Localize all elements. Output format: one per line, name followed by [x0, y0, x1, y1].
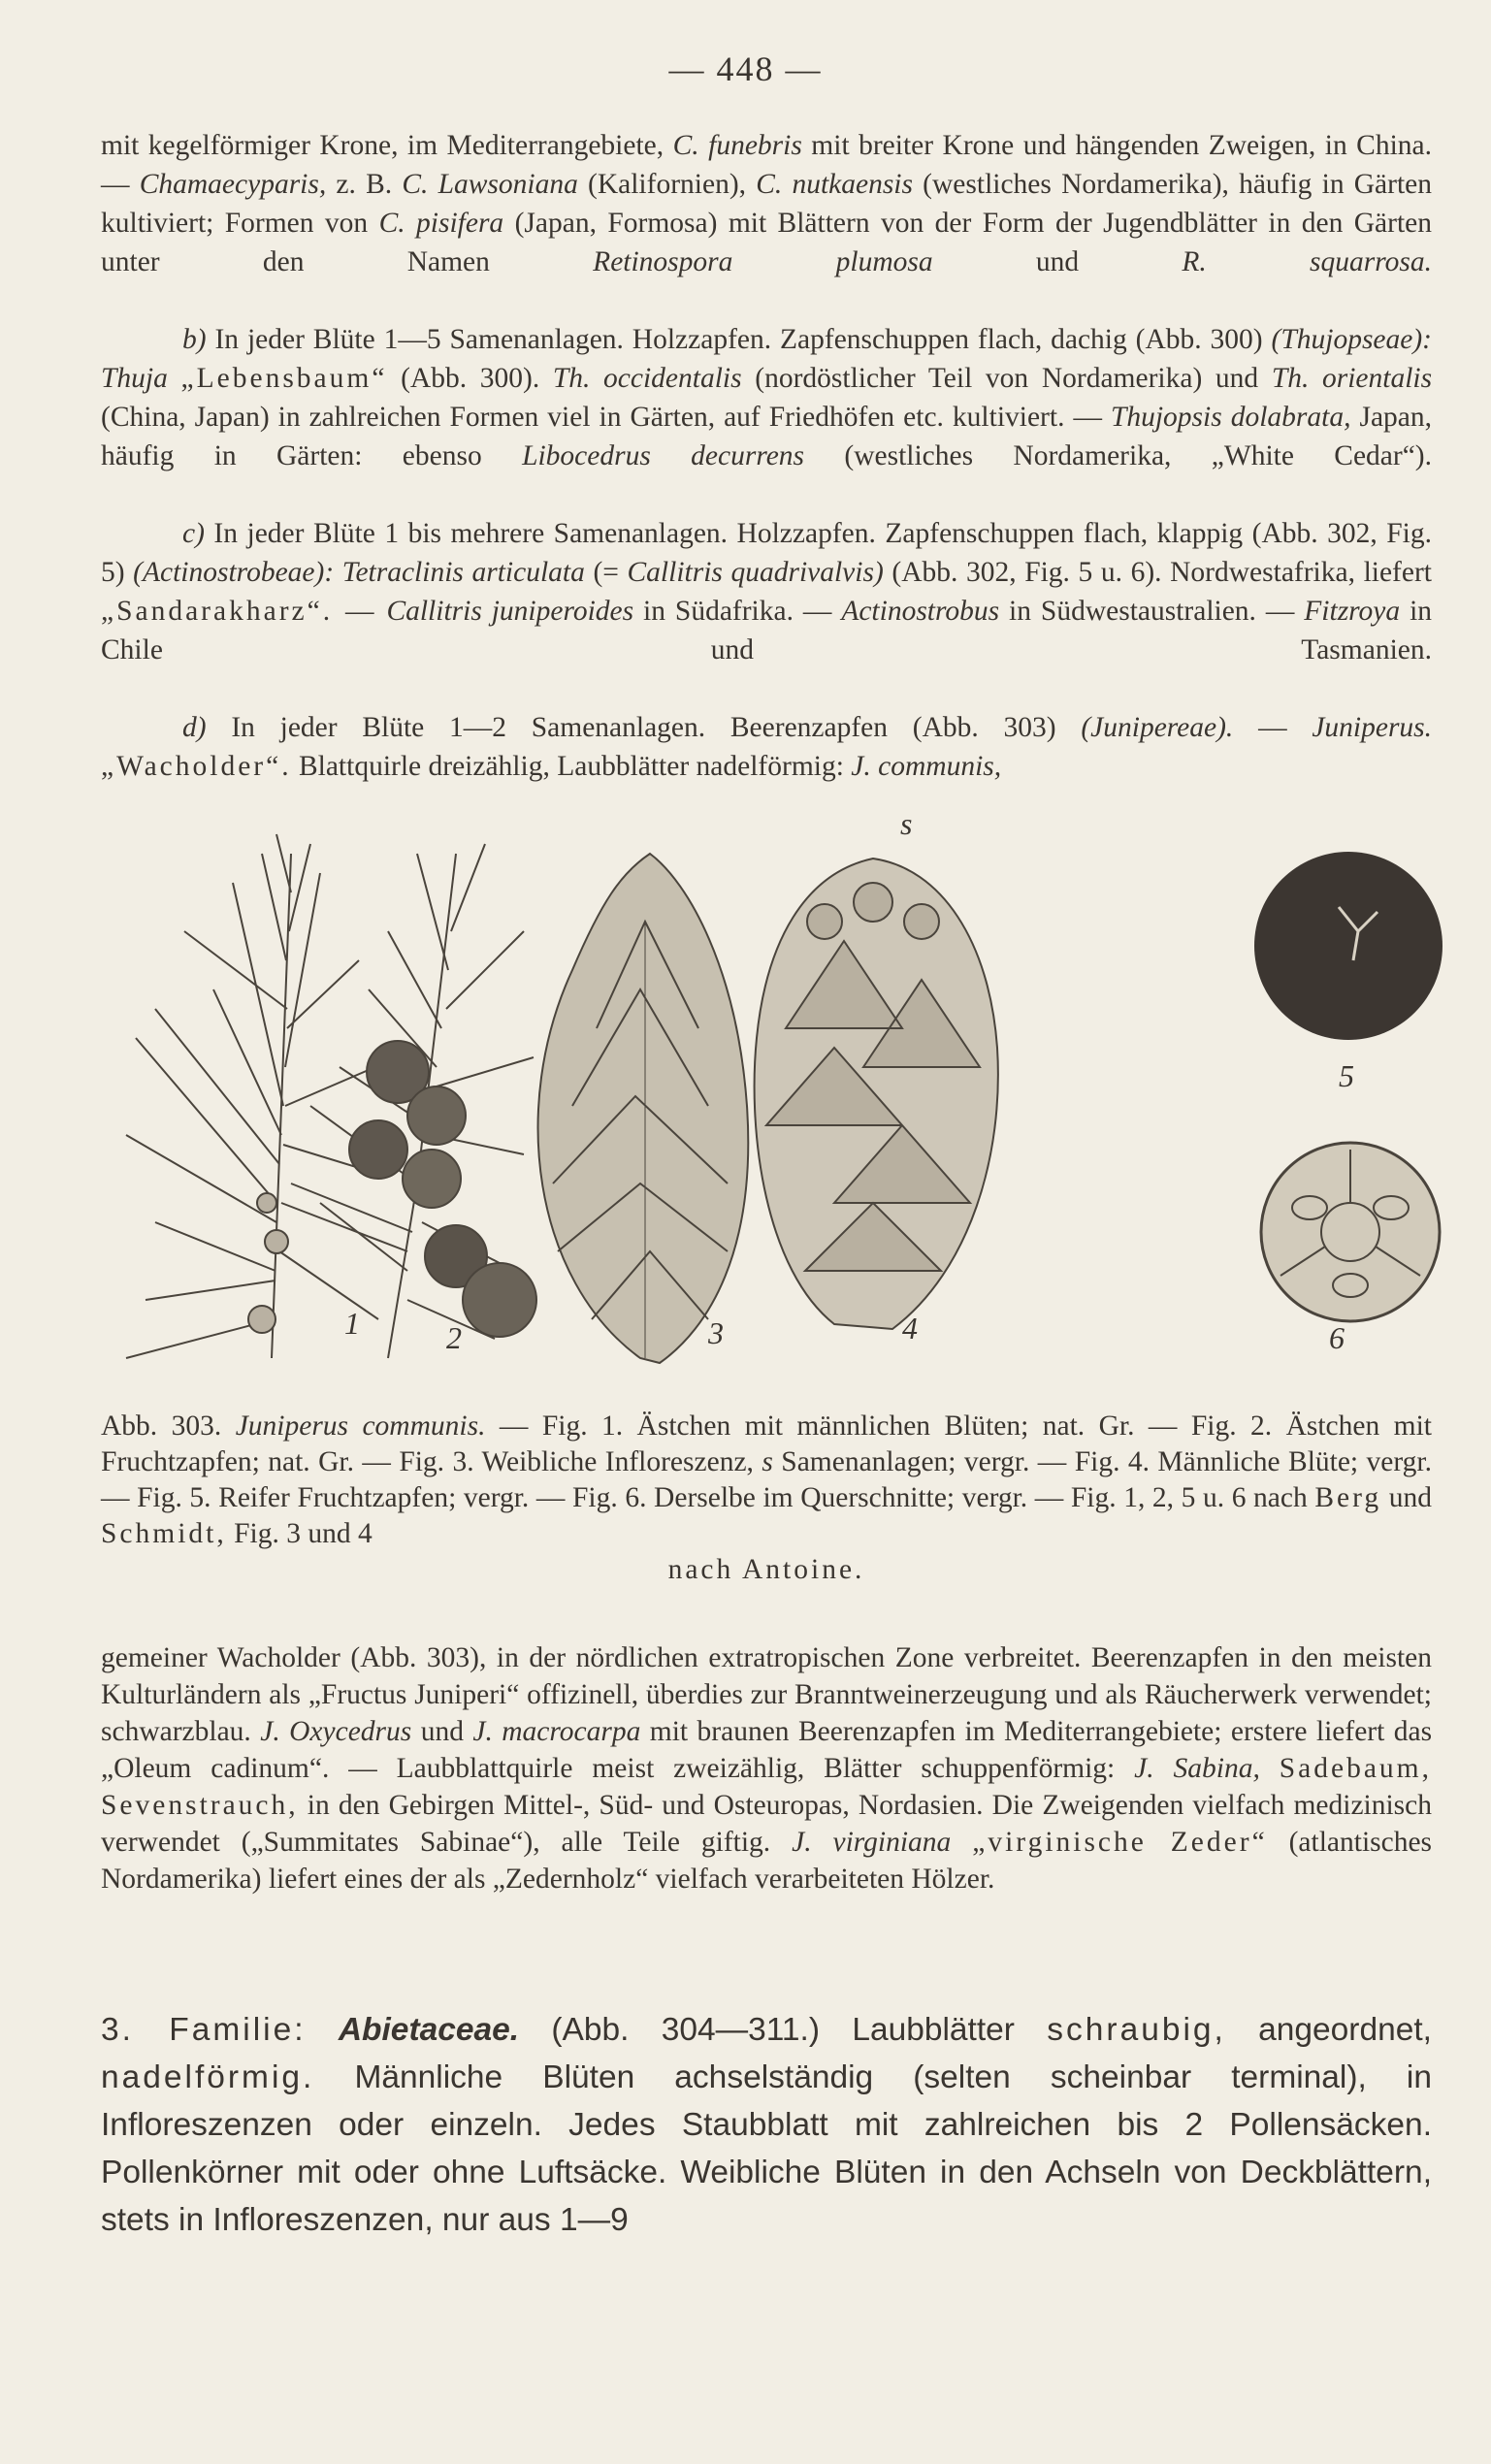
paragraph-c-actinostrobeae: c) In jeder Blüte 1 bis mehrere Samenanlagen. Holzzapfen. Zapfenschuppen flach, klappig (Abb. 302, Fig. 5) (Actinostrobeae): Tetraclinis articulata (= Callitris quadrivalvis) (Abb. 302, Fig. 5 u. 6). Nordwestafrika, liefert „Sandarakharz“. — Callitris juniperoides in Südafrika. — Actinostrobus in Südwestaustralien. — Fitzroya in Chile und Tasmanien. [101, 518, 1433, 665]
fig1-branch-male [126, 834, 407, 1358]
family-name: Abietaceae. [338, 2012, 520, 2048]
fig3-female-inflorescence [538, 854, 749, 1363]
juniperus-description: gemeiner Wacholder (Abb. 303), in der nördlichen extratropischen Zone verbreitet. Beerenzapfen in den meisten Kulturländern als „Fructus Juniperi“ offizinell, überdies zur Branntweinerzeugung und als Räucherwerk verwendet; schwarzblau. J. Oxycedrus und J. macrocarpa mit braunen Beerenzapfen im Mediterrangebiete; erstere liefert das „Oleum cadinum“. — Laubblattquirle meist zweizählig, Blätter schuppenförmig: J. Sabina, Sadebaum, Sevenstrauch, in den Gebirgen Mittel-, Süd- und Osteuropas, Nordasien. Die Zweigenden vielfach medizinisch verwendet („Summitates Sabinae“), alle Teile giftig. J. virginiana „virginische Zeder“ (atlantisches Nordamerika) liefert eines der als „Zedernholz“ vielfach verarbeiteten Hölzer. [101, 1642, 1433, 1895]
fig-label-6: 6 [1329, 1320, 1345, 1355]
fig5-ripe-cone [1254, 852, 1442, 1040]
fig-label-s: s [900, 815, 913, 841]
fig-label-2: 2 [446, 1320, 462, 1355]
paragraph-cupressus: mit kegelförmiger Krone, im Mediterrangebiete, C. funebris mit breiter Krone und hängenden Zweigen, in China. — Chamaecyparis, z. B. C. Lawsoniana (Kalifornien), C. nutkaensis (westliches Nordamerika), häufig in Gärten kultiviert; Formen von C. pisifera (Japan, Formosa) mit Blättern von der Form der Jugendblätter in den Gärten unter den Namen Retinospora plumosa und R. squarrosa. [101, 130, 1433, 277]
fig6-cross-section [1261, 1143, 1440, 1321]
juniperus-drawing [68, 815, 1445, 1368]
fig2-branch-berries [291, 844, 536, 1358]
fig-label-5: 5 [1339, 1058, 1354, 1093]
paragraph-b-thujopseae: b) In jeder Blüte 1—5 Samenanlagen. Holzzapfen. Zapfenschuppen flach, dachig (Abb. 300) (Thujopseae): Thuja „Lebensbaum“ (Abb. 300). Th. occidentalis (nordöstlicher Teil von Nordamerika) und Th. orientalis (China, Japan) in zahlreichen Formen viel in Gärten, auf Friedhöfen etc. kultiviert. — Thujopsis dolabrata, Japan, häufig in Gärten: ebenso Libocedrus decurrens (westliches Nordamerika, „White Cedar“). [101, 324, 1433, 471]
paragraph-d-junipereae: d) In jeder Blüte 1—2 Samenanlagen. Beerenzapfen (Abb. 303) (Junipereae). — Juniperus. „Wacholder“. Blattquirle dreizählig, Laubblätter nadelförmig: J. communis, [101, 712, 1433, 782]
fig-label-3: 3 [708, 1315, 724, 1350]
family-abietaceae: 3. Familie: Abietaceae. (Abb. 304—311.) Laubblätter schraubig, angeordnet, nadelförmig. Männliche Blüten achselständig (selten scheinbar terminal), in Infloreszenzen oder einzeln. Jedes Staubblatt mit zahlreichen bis 2 Pollensäcken. Pollenkörner mit oder ohne Luftsäcke. Weibliche Blüten in den Achseln von Deckblättern, stets in Infloreszenzen, nur aus 1—9 [101, 2012, 1432, 2238]
fig-label-4: 4 [902, 1311, 918, 1345]
top-text-block [101, 126, 1432, 786]
figure-juniperus-illustration [68, 815, 1445, 1368]
figure-caption: Abb. 303. Juniperus communis. — Fig. 1. Ästchen mit männlichen Blüten; nat. Gr. — Fig. 2. Ästchen mit Fruchtzapfen; nat. Gr. — Fig. 3. Weibliche Infloreszenz, s Samenanlagen; vergr. — Fig. 4. Männliche Blüte; vergr. — Fig. 5. Reifer Fruchtzapfen; vergr. — Fig. 6. Derselbe im Querschnitte; vergr. — Fig. 1, 2, 5 u. 6 nach Berg und Schmidt, Fig. 3 und 4 nach Antoine. [101, 1410, 1433, 1585]
page-number: — 448 — [668, 49, 823, 88]
fig4-male-flower [755, 859, 998, 1329]
fig-label-1: 1 [344, 1306, 360, 1341]
